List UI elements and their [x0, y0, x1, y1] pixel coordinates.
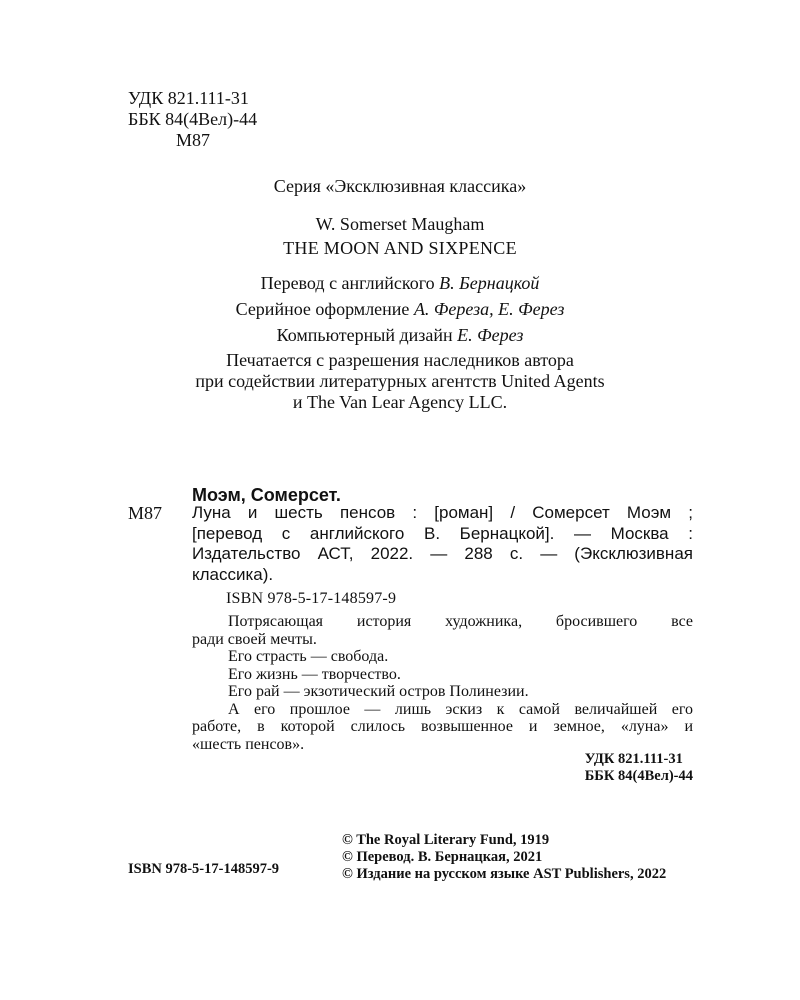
credit-name: А. Фереза, Е. Ферез — [413, 299, 565, 319]
annotation-line: А его прошлое — лишь эскиз к самой величайшей его — [228, 700, 693, 718]
card-codes — [585, 751, 693, 784]
translation-credit — [0, 273, 800, 294]
catalog-description — [192, 503, 693, 585]
permission-line: Печатается с разрешения наследников автора — [226, 350, 574, 370]
original-author: W. Somerset Maugham — [315, 214, 485, 234]
annotation-line: ради своей мечты. — [192, 630, 317, 648]
permission-line: при содействии литературных агентств United Agents — [195, 371, 605, 391]
catalog-author-heading: Моэм, Сомерсет. — [192, 485, 341, 505]
footer-isbn: ISBN 978-5-17-148597-9 — [128, 861, 280, 877]
udk-code: УДК 821.111-31 — [128, 88, 249, 108]
annotation-line: Его страсть — свобода. — [228, 648, 389, 665]
card-bbk: ББК 84(4Вел)-44 — [584, 767, 693, 784]
original-title: THE MOON AND SIXPENCE — [283, 238, 517, 258]
computer-design-credit — [0, 325, 800, 346]
credit-label: Компьютерный дизайн — [276, 325, 453, 345]
annotation — [192, 613, 693, 753]
card-udk: УДК 821.111-31 — [584, 751, 683, 767]
copyright-line: © The Royal Literary Fund, 1919 — [342, 832, 550, 848]
series-design-credit — [0, 299, 800, 320]
catalog-line: классика). — [192, 564, 274, 584]
copyright-line: © Издание на русском языке AST Publishers, 2022 — [342, 866, 667, 882]
catalog-line: [перевод с английского В. Бернацкой]. — Москва : — [192, 523, 693, 543]
catalog-line: Луна и шесть пенсов : [роман] / Сомерсет Моэм ; — [192, 503, 693, 522]
copyright-line: © Перевод. В. Бернацкая, 2021 — [342, 849, 543, 865]
catalog-isbn: ISBN 978-5-17-148597-9 — [226, 590, 397, 607]
annotation-line: Его рай — экзотический остров Полинезии. — [228, 683, 529, 700]
credit-name: В. Бернацкой — [439, 273, 540, 293]
bbk-code: ББК 84(4Вел)-44 — [128, 109, 258, 129]
catalog-author-mark: М87 — [128, 503, 163, 523]
catalog-line: Издательство АСТ, 2022. — 288 с. — (Эксклюзивная — [192, 544, 693, 563]
credit-name: Е. Ферез — [457, 325, 524, 345]
annotation-line: «шесть пенсов». — [192, 735, 305, 753]
annotation-line: Потрясающая история художника, бросившего все — [228, 613, 693, 630]
series-name: Серия «Эксклюзивная классика» — [273, 176, 527, 196]
author-mark: М87 — [176, 130, 211, 150]
credit-label: Перевод с английского — [260, 273, 435, 293]
copyright-block — [342, 832, 666, 883]
annotation-line: Его жизнь — творчество. — [228, 665, 401, 683]
annotation-line: работе, в которой слилось возвышенное и земное, «луна» и — [192, 718, 693, 735]
credit-label: Серийное оформление — [235, 299, 410, 319]
permission-line: и The Van Lear Agency LLC. — [292, 392, 508, 412]
